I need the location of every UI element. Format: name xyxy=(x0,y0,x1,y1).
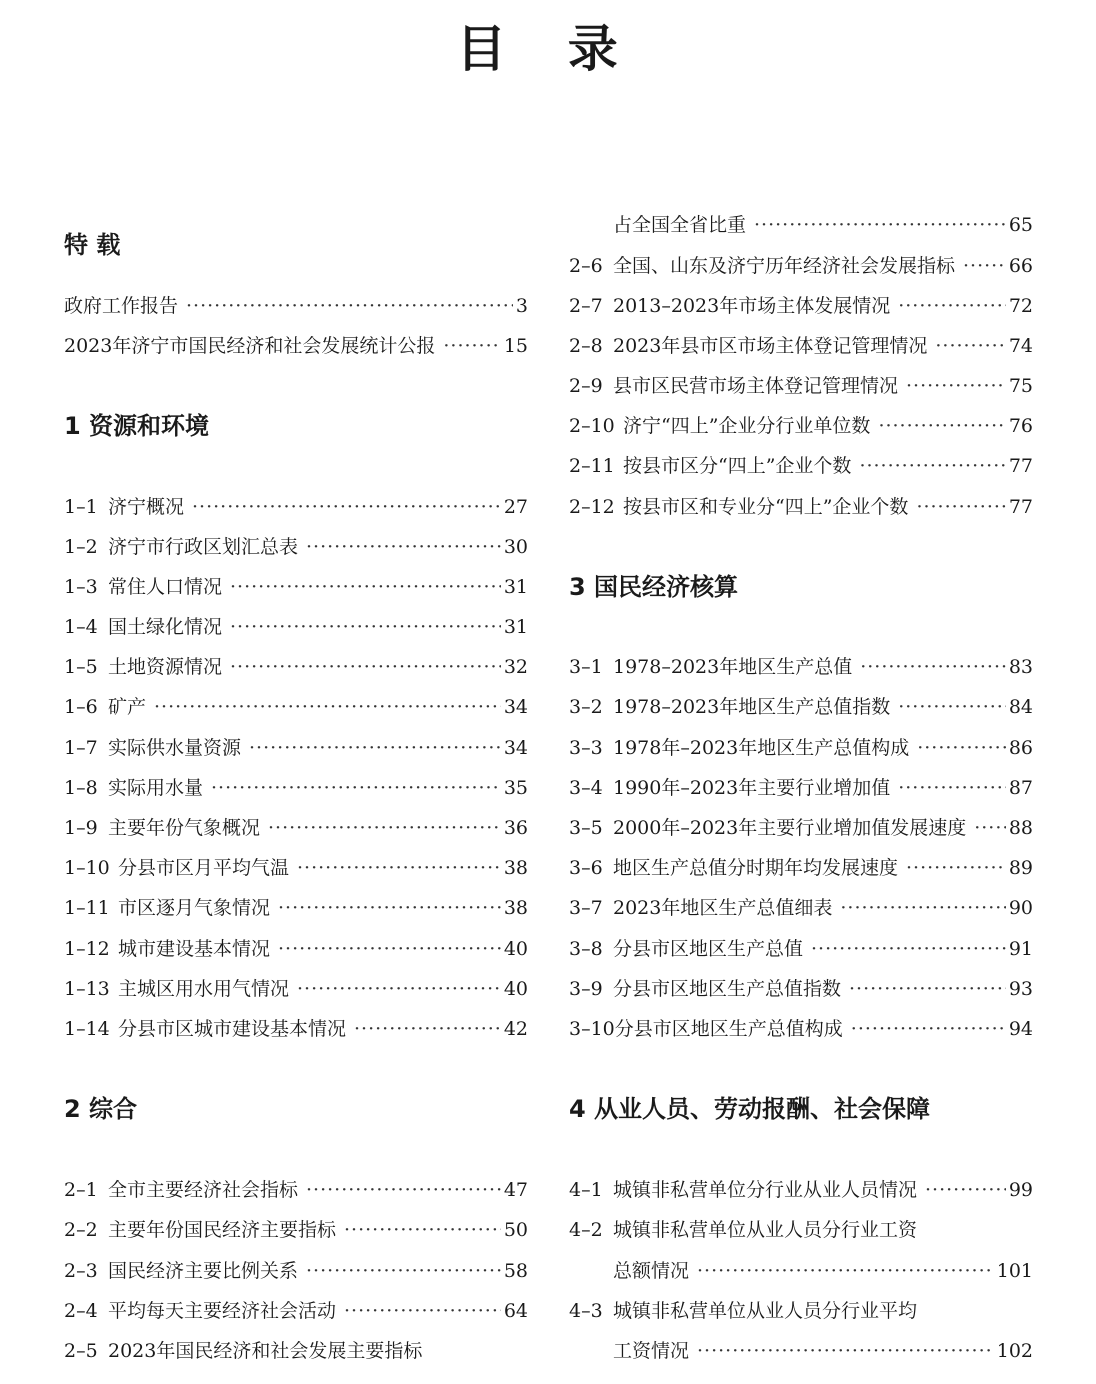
toc-entry[interactable] xyxy=(569,893,1033,923)
toc-entry[interactable] xyxy=(569,411,1033,441)
entry-page: 88 xyxy=(1008,817,1033,839)
section-heading-1: 1 资源和环境 xyxy=(64,412,210,440)
entry-code: 2–3 xyxy=(64,1260,98,1282)
entry-code: 1–4 xyxy=(64,616,98,638)
toc-entry[interactable] xyxy=(64,572,528,602)
entry-code: 1–1 xyxy=(64,496,98,518)
toc-entry[interactable] xyxy=(569,371,1033,401)
entry-page: 72 xyxy=(1008,295,1033,317)
toc-entry[interactable] xyxy=(64,291,528,321)
dot-leader xyxy=(859,451,1005,481)
toc-entry[interactable] xyxy=(569,1296,1033,1326)
entry-label: 2023年济宁市国民经济和社会发展统计公报 xyxy=(64,335,436,357)
entry-code: 3–9 xyxy=(569,978,603,1000)
dot-leader xyxy=(754,210,1006,240)
entry-page: 83 xyxy=(1008,656,1033,678)
toc-entry[interactable] xyxy=(64,612,528,642)
toc-entry[interactable] xyxy=(64,813,528,843)
dot-leader xyxy=(186,291,513,321)
toc-entry[interactable] xyxy=(569,853,1033,883)
entry-page: 86 xyxy=(1008,737,1033,759)
dot-leader xyxy=(963,251,1006,281)
entry-page: 91 xyxy=(1008,938,1033,960)
toc-entry[interactable] xyxy=(569,1256,1033,1286)
entry-label: 2013–2023年市场主体发展情况 xyxy=(613,295,891,317)
entry-code: 2–11 xyxy=(569,455,615,477)
entry-label: 城镇非私营单位分行业从业人员情况 xyxy=(613,1179,918,1201)
entry-page: 77 xyxy=(1008,455,1033,477)
entry-label: 全国、山东及济宁历年经济社会发展指标 xyxy=(613,255,956,277)
entry-code: 3–6 xyxy=(569,857,603,879)
dot-leader xyxy=(230,612,501,642)
entry-page: 87 xyxy=(1008,777,1033,799)
section-heading-4: 4 从业人员、劳动报酬、社会保障 xyxy=(569,1095,931,1123)
toc-entry[interactable] xyxy=(569,934,1033,964)
dot-leader xyxy=(306,532,501,562)
toc-entry[interactable] xyxy=(569,1215,1033,1245)
toc-entry[interactable] xyxy=(569,492,1033,522)
toc-entry[interactable] xyxy=(64,492,528,522)
entry-page: 84 xyxy=(1008,696,1033,718)
entry-page: 101 xyxy=(996,1260,1033,1282)
entry-page: 27 xyxy=(503,496,528,518)
toc-entry[interactable] xyxy=(64,532,528,562)
dot-leader xyxy=(306,1256,501,1286)
entry-label: 1978年–2023年地区生产总值构成 xyxy=(613,737,910,759)
entry-code: 3–3 xyxy=(569,737,603,759)
entry-code: 3–10 xyxy=(569,1018,615,1040)
entry-page: 36 xyxy=(503,817,528,839)
entry-label: 市区逐月气象情况 xyxy=(118,897,271,919)
section-heading-3: 3 国民经济核算 xyxy=(569,573,739,601)
entry-code: 2–10 xyxy=(569,415,615,437)
toc-entry[interactable] xyxy=(569,210,1033,240)
entry-code: 1–9 xyxy=(64,817,98,839)
toc-entry[interactable] xyxy=(569,291,1033,321)
dot-leader xyxy=(860,652,1006,682)
toc-entry[interactable] xyxy=(64,733,528,763)
entry-label: 城镇非私营单位从业人员分行业平均 xyxy=(613,1300,918,1322)
entry-page: 34 xyxy=(503,737,528,759)
toc-entry[interactable] xyxy=(569,331,1033,361)
dot-leader xyxy=(154,692,501,722)
page-title: 目 录 xyxy=(456,20,640,78)
dot-leader xyxy=(297,974,501,1004)
dot-leader xyxy=(840,893,1005,923)
entry-page: 15 xyxy=(503,335,528,357)
entry-label: 济宁“四上”企业分行业单位数 xyxy=(623,415,871,437)
entry-label: 总额情况 xyxy=(613,1260,690,1282)
entry-code: 1–10 xyxy=(64,857,110,879)
dot-leader xyxy=(917,733,1006,763)
entry-page: 34 xyxy=(503,696,528,718)
entry-label: 按县市区和专业分“四上”企业个数 xyxy=(623,496,909,518)
entry-page: 77 xyxy=(1008,496,1033,518)
dot-leader xyxy=(916,492,1005,522)
entry-page: 40 xyxy=(503,978,528,1000)
toc-entry[interactable] xyxy=(64,1336,528,1366)
entry-page: 93 xyxy=(1008,978,1033,1000)
toc-entry[interactable] xyxy=(64,331,528,361)
entry-code: 1–11 xyxy=(64,897,110,919)
entry-label: 分县市区地区生产总值 xyxy=(613,938,804,960)
entry-code: 4–1 xyxy=(569,1179,603,1201)
entry-label: 2023年县市区市场主体登记管理情况 xyxy=(613,335,928,357)
toc-entry[interactable] xyxy=(569,1014,1033,1044)
toc-entry[interactable] xyxy=(569,813,1033,843)
entry-code: 1–13 xyxy=(64,978,110,1000)
entry-page: 31 xyxy=(503,616,528,638)
entry-code: 2–6 xyxy=(569,255,603,277)
entry-label: 分县市区月平均气温 xyxy=(118,857,290,879)
entry-code: 3–1 xyxy=(569,656,603,678)
entry-label: 城镇非私营单位从业人员分行业工资 xyxy=(613,1219,918,1241)
entry-code: 1–8 xyxy=(64,777,98,799)
entry-label: 1978–2023年地区生产总值指数 xyxy=(613,696,891,718)
entry-label: 工资情况 xyxy=(613,1340,690,1362)
entry-label: 平均每天主要经济社会活动 xyxy=(108,1300,337,1322)
dot-leader xyxy=(249,733,501,763)
entry-label: 分县市区地区生产总值构成 xyxy=(614,1018,843,1040)
dot-leader xyxy=(697,1256,994,1286)
toc-entry[interactable] xyxy=(64,853,528,883)
toc-entry[interactable] xyxy=(569,1175,1033,1205)
dot-leader xyxy=(278,893,501,923)
entry-page: 74 xyxy=(1008,335,1033,357)
entry-label: 1978–2023年地区生产总值 xyxy=(613,656,853,678)
entry-page: 3 xyxy=(515,295,528,317)
entry-code: 2–8 xyxy=(569,335,603,357)
entry-code: 3–7 xyxy=(569,897,603,919)
entry-page: 65 xyxy=(1008,214,1033,236)
toc-entry[interactable] xyxy=(569,652,1033,682)
entry-label: 2000年–2023年主要行业增加值发展速度 xyxy=(613,817,967,839)
entry-label: 济宁概况 xyxy=(108,496,185,518)
entry-page: 58 xyxy=(503,1260,528,1282)
dot-leader xyxy=(811,934,1006,964)
entry-code: 2–9 xyxy=(569,375,603,397)
entry-label: 分县市区地区生产总值指数 xyxy=(613,978,842,1000)
entry-page: 102 xyxy=(996,1340,1033,1362)
entry-label: 地区生产总值分时期年均发展速度 xyxy=(613,857,899,879)
entry-page: 47 xyxy=(503,1179,528,1201)
entry-code: 3–5 xyxy=(569,817,603,839)
dot-leader xyxy=(898,291,1006,321)
entry-label: 1990年–2023年主要行业增加值 xyxy=(613,777,891,799)
entry-page: 38 xyxy=(503,897,528,919)
entry-page: 99 xyxy=(1008,1179,1033,1201)
entry-code: 1–2 xyxy=(64,536,98,558)
dot-leader xyxy=(878,411,1005,441)
dot-leader xyxy=(697,1336,994,1366)
entry-label: 按县市区分“四上”企业个数 xyxy=(623,455,852,477)
entry-label: 2023年地区生产总值细表 xyxy=(613,897,833,919)
toc-entry[interactable] xyxy=(569,251,1033,281)
entry-label: 全市主要经济社会指标 xyxy=(108,1179,299,1201)
entry-label: 实际用水量 xyxy=(108,777,204,799)
entry-code: 1–5 xyxy=(64,656,98,678)
toc-entry[interactable] xyxy=(64,1175,528,1205)
dot-leader xyxy=(211,773,501,803)
entry-code: 2–12 xyxy=(569,496,615,518)
entry-code: 2–7 xyxy=(569,295,603,317)
section-heading-special: 特 载 xyxy=(64,231,121,259)
entry-page: 30 xyxy=(503,536,528,558)
entry-code: 2–2 xyxy=(64,1219,98,1241)
entry-label: 矿产 xyxy=(108,696,147,718)
toc-entry[interactable] xyxy=(64,773,528,803)
toc-entry[interactable] xyxy=(64,893,528,923)
entry-label: 国民经济主要比例关系 xyxy=(108,1260,299,1282)
dot-leader xyxy=(851,1014,1006,1044)
toc-entry[interactable] xyxy=(64,1215,528,1245)
toc-entry[interactable] xyxy=(64,1256,528,1286)
entry-code: 1–3 xyxy=(64,576,98,598)
entry-page: 40 xyxy=(503,938,528,960)
dot-leader xyxy=(230,652,501,682)
entry-code: 4–2 xyxy=(569,1219,603,1241)
entry-code: 2–1 xyxy=(64,1179,98,1201)
entry-label: 主城区用水用气情况 xyxy=(118,978,290,1000)
entry-label: 实际供水量资源 xyxy=(108,737,242,759)
entry-label: 主要年份国民经济主要指标 xyxy=(108,1219,337,1241)
dot-leader xyxy=(849,974,1006,1004)
toc-entry[interactable] xyxy=(64,1014,528,1044)
dot-leader xyxy=(344,1296,501,1326)
entry-label: 城市建设基本情况 xyxy=(118,938,271,960)
entry-page: 76 xyxy=(1008,415,1033,437)
entry-code: 1–12 xyxy=(64,938,110,960)
entry-page: 75 xyxy=(1008,375,1033,397)
entry-page: 94 xyxy=(1008,1018,1033,1040)
dot-leader xyxy=(268,813,501,843)
toc-entry[interactable] xyxy=(569,773,1033,803)
toc-entry[interactable] xyxy=(569,692,1033,722)
entry-label: 2023年国民经济和社会发展主要指标 xyxy=(108,1340,423,1362)
entry-label: 政府工作报告 xyxy=(64,295,179,317)
entry-page: 42 xyxy=(503,1018,528,1040)
entry-page: 64 xyxy=(503,1300,528,1322)
entry-page: 89 xyxy=(1008,857,1033,879)
toc-entry[interactable] xyxy=(569,451,1033,481)
dot-leader xyxy=(898,773,1006,803)
entry-page: 35 xyxy=(503,777,528,799)
dot-leader xyxy=(192,492,501,522)
entry-label: 济宁市行政区划汇总表 xyxy=(108,536,299,558)
entry-code: 2–5 xyxy=(64,1340,98,1362)
toc-entry[interactable] xyxy=(64,974,528,1004)
dot-leader xyxy=(906,853,1006,883)
entry-code: 1–14 xyxy=(64,1018,110,1040)
entry-page: 38 xyxy=(503,857,528,879)
section-heading-2: 2 综合 xyxy=(64,1095,138,1123)
entry-code: 3–8 xyxy=(569,938,603,960)
toc-entry[interactable] xyxy=(64,692,528,722)
entry-code: 2–4 xyxy=(64,1300,98,1322)
toc-entry[interactable] xyxy=(569,1336,1033,1366)
dot-leader xyxy=(354,1014,501,1044)
entry-label: 常住人口情况 xyxy=(108,576,223,598)
dot-leader xyxy=(443,331,500,361)
entry-code: 3–4 xyxy=(569,777,603,799)
dot-leader xyxy=(898,692,1006,722)
dot-leader xyxy=(974,813,1006,843)
entry-label: 占全国全省比重 xyxy=(613,214,747,236)
entry-label: 国土绿化情况 xyxy=(108,616,223,638)
entry-label: 土地资源情况 xyxy=(108,656,223,678)
entry-label: 主要年份气象概况 xyxy=(108,817,261,839)
toc-entry[interactable] xyxy=(64,1296,528,1326)
dot-leader xyxy=(297,853,501,883)
entry-code: 1–7 xyxy=(64,737,98,759)
entry-label: 县市区民营市场主体登记管理情况 xyxy=(613,375,899,397)
dot-leader xyxy=(278,934,501,964)
toc-entry[interactable] xyxy=(569,974,1033,1004)
toc-entry[interactable] xyxy=(64,934,528,964)
entry-page: 31 xyxy=(503,576,528,598)
dot-leader xyxy=(906,371,1006,401)
dot-leader xyxy=(925,1175,1006,1205)
entry-page: 32 xyxy=(503,656,528,678)
entry-page: 50 xyxy=(503,1219,528,1241)
dot-leader xyxy=(306,1175,501,1205)
entry-code: 3–2 xyxy=(569,696,603,718)
dot-leader xyxy=(935,331,1005,361)
toc-entry[interactable] xyxy=(64,652,528,682)
entry-label: 分县市区城市建设基本情况 xyxy=(118,1018,347,1040)
entry-code: 1–6 xyxy=(64,696,98,718)
entry-page: 90 xyxy=(1008,897,1033,919)
entry-code: 4–3 xyxy=(569,1300,603,1322)
dot-leader xyxy=(230,572,501,602)
entry-page: 66 xyxy=(1008,255,1033,277)
dot-leader xyxy=(344,1215,501,1245)
toc-entry[interactable] xyxy=(569,733,1033,763)
